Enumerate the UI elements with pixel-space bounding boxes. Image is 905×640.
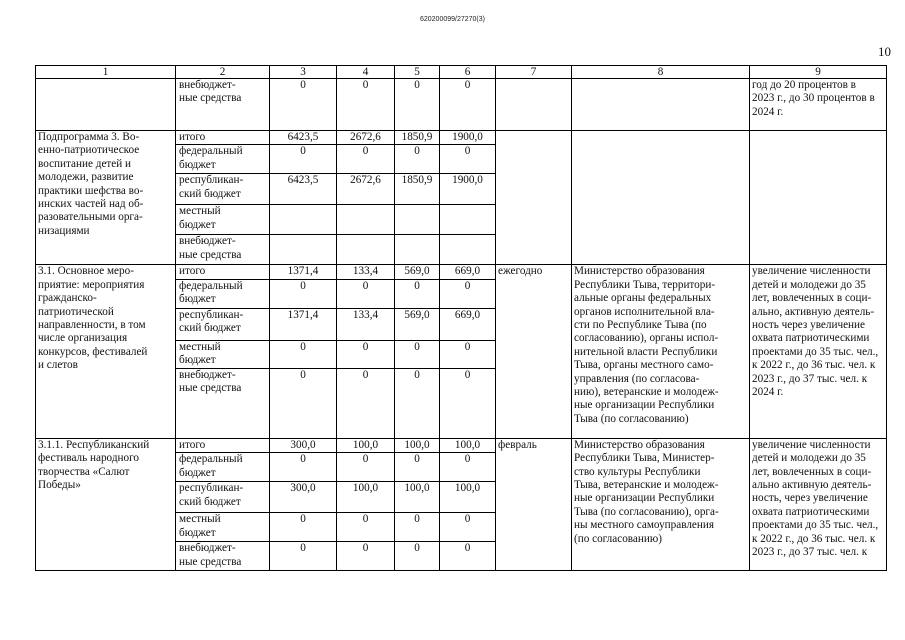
table-row: [36, 79, 887, 131]
amount-total-cell: 0: [270, 542, 337, 571]
funding-source-cell: итого: [176, 131, 270, 145]
period-cell: [496, 79, 572, 131]
column-number: 7: [496, 66, 572, 79]
amount-2023-cell: 0: [395, 145, 440, 174]
column-number: 2: [176, 66, 270, 79]
subprogram-title-cell: Подпрограмма 3. Во- енно-патриотическое воспитание детей и молодежи, развитие практики шефства во- инских частей над об- разовательными орга- низациями: [36, 131, 176, 265]
amount-2024-cell: [440, 205, 496, 235]
amount-total-cell: 1371,4: [270, 308, 337, 340]
amount-total-cell: 6423,5: [270, 131, 337, 145]
column-number: 9: [750, 66, 887, 79]
column-number-row: [36, 66, 887, 79]
amount-2023-cell: 0: [395, 340, 440, 368]
amount-total-cell: 6423,5: [270, 174, 337, 205]
table-row: [36, 131, 887, 145]
amount-2022-cell: 0: [337, 79, 395, 131]
amount-total-cell: 0: [270, 79, 337, 131]
amount-total-cell: 0: [270, 279, 337, 308]
amount-total-cell: 1371,4: [270, 265, 337, 279]
amount-total-cell: [270, 205, 337, 235]
amount-2022-cell: 0: [337, 340, 395, 368]
amount-2022-cell: 0: [337, 453, 395, 482]
table-row: [36, 265, 887, 279]
amount-2022-cell: 100,0: [337, 438, 395, 452]
amount-2022-cell: [337, 205, 395, 235]
executor-cell: Министерство образования Республики Тыва, Министер- ство культуры Республики Тыва, ветеранские и молодеж- ные организации Республики Тыва (по согласованию), орга- ны местного самоуправления (по согласованию): [572, 438, 750, 570]
amount-2023-cell: 100,0: [395, 482, 440, 513]
amount-2023-cell: 569,0: [395, 308, 440, 340]
amount-total-cell: [270, 235, 337, 265]
expected-result-cell: увеличение численности детей и молодежи до 35 лет, вовлеченных в соци- ально активную деятель- ность, через увеличение охвата патриотическими проектами до 35 тыс. чел., к 2022 г., до 36 тыс. чел. к 2023 г., до 37 тыс. чел. к: [750, 438, 887, 570]
amount-2024-cell: [440, 235, 496, 265]
amount-2024-cell: 1900,0: [440, 131, 496, 145]
amount-2023-cell: 0: [395, 279, 440, 308]
amount-2023-cell: 0: [395, 513, 440, 542]
amount-2022-cell: 0: [337, 513, 395, 542]
funding-source-cell: внебюджет- ные средства: [176, 79, 270, 131]
amount-2024-cell: 0: [440, 542, 496, 571]
funding-source-cell: федеральный бюджет: [176, 453, 270, 482]
amount-2022-cell: 0: [337, 368, 395, 438]
amount-total-cell: 0: [270, 368, 337, 438]
funding-source-cell: местный бюджет: [176, 205, 270, 235]
funding-source-cell: республикан- ский бюджет: [176, 174, 270, 205]
amount-total-cell: 0: [270, 145, 337, 174]
activity-title-cell: [36, 79, 176, 131]
activity-title-cell: 3.1.1. Республиканский фестиваль народного творчества «Салют Победы»: [36, 438, 176, 570]
page-number: 10: [878, 44, 891, 59]
amount-2023-cell: 1850,9: [395, 131, 440, 145]
amount-2022-cell: 0: [337, 145, 395, 174]
funding-source-cell: итого: [176, 265, 270, 279]
amount-2022-cell: 2672,6: [337, 174, 395, 205]
amount-2024-cell: 0: [440, 340, 496, 368]
funding-source-cell: внебюджет- ные средства: [176, 368, 270, 438]
amount-2023-cell: 569,0: [395, 265, 440, 279]
column-number: 1: [36, 66, 176, 79]
funding-source-cell: республикан- ский бюджет: [176, 308, 270, 340]
amount-2022-cell: 2672,6: [337, 131, 395, 145]
amount-2024-cell: 0: [440, 145, 496, 174]
amount-total-cell: 300,0: [270, 482, 337, 513]
amount-2022-cell: 100,0: [337, 482, 395, 513]
column-number: 5: [395, 66, 440, 79]
amount-2022-cell: 0: [337, 279, 395, 308]
funding-source-cell: внебюджет- ные средства: [176, 235, 270, 265]
period-cell: [496, 131, 572, 265]
amount-2023-cell: [395, 235, 440, 265]
funding-source-cell: местный бюджет: [176, 513, 270, 542]
funding-source-cell: итого: [176, 438, 270, 452]
amount-2024-cell: 100,0: [440, 482, 496, 513]
funding-source-cell: внебюджет- ные средства: [176, 542, 270, 571]
amount-2024-cell: 0: [440, 453, 496, 482]
amount-2024-cell: 0: [440, 368, 496, 438]
period-cell: ежегодно: [496, 265, 572, 438]
amount-2024-cell: 100,0: [440, 438, 496, 452]
column-number: 8: [572, 66, 750, 79]
amount-total-cell: 0: [270, 513, 337, 542]
amount-2023-cell: 1850,9: [395, 174, 440, 205]
executor-cell: [572, 79, 750, 131]
amount-2024-cell: 1900,0: [440, 174, 496, 205]
amount-2023-cell: 0: [395, 368, 440, 438]
amount-2022-cell: [337, 235, 395, 265]
amount-2023-cell: 0: [395, 453, 440, 482]
amount-total-cell: 0: [270, 340, 337, 368]
executor-cell: Министерство образования Республики Тыва, территори- альные органы федеральных органов исполнительной вла- сти по Республике Тыва (по согласованию), органы испол- нительной власти Республики Тыва, органы местного само- управления (по согласова- нию), ветеранские и молодеж- ные организации Республики Тыва (по согласованию): [572, 265, 750, 438]
amount-2024-cell: 0: [440, 513, 496, 542]
amount-2022-cell: 133,4: [337, 308, 395, 340]
document-number: 620200099/27270(3): [419, 16, 485, 23]
amount-2023-cell: 0: [395, 79, 440, 131]
funding-source-cell: федеральный бюджет: [176, 279, 270, 308]
funding-source-cell: местный бюджет: [176, 340, 270, 368]
amount-2023-cell: 100,0: [395, 438, 440, 452]
amount-2024-cell: 0: [440, 79, 496, 131]
amount-2022-cell: 0: [337, 542, 395, 571]
amount-2024-cell: 669,0: [440, 308, 496, 340]
funding-source-cell: федеральный бюджет: [176, 145, 270, 174]
amount-2023-cell: [395, 205, 440, 235]
amount-total-cell: 0: [270, 453, 337, 482]
amount-2022-cell: 133,4: [337, 265, 395, 279]
amount-2023-cell: 0: [395, 542, 440, 571]
column-number: 4: [337, 66, 395, 79]
column-number: 3: [270, 66, 337, 79]
amount-2024-cell: 0: [440, 279, 496, 308]
expected-result-cell: год до 20 процентов в 2023 г., до 30 процентов в 2024 г.: [750, 79, 887, 131]
executor-cell: [572, 131, 750, 265]
column-number: 6: [440, 66, 496, 79]
program-table: [35, 65, 887, 571]
amount-2024-cell: 669,0: [440, 265, 496, 279]
table-row: [36, 438, 887, 452]
expected-result-cell: увеличение численности детей и молодежи до 35 лет, вовлеченных в соци- ально, активную деятель- ность через увеличение охвата патриотическими проектами до 35 тыс. чел., к 2022 г., до 36 тыс. чел. к 2023 г., до 37 тыс. чел. к 2024 г.: [750, 265, 887, 438]
amount-total-cell: 300,0: [270, 438, 337, 452]
expected-result-cell: [750, 131, 887, 265]
activity-title-cell: 3.1. Основное меро- приятие: мероприятия гражданско- патриотической направленности, в том числе организация конкурсов, фестивалей и слетов: [36, 265, 176, 438]
funding-source-cell: республикан- ский бюджет: [176, 482, 270, 513]
period-cell: февраль: [496, 438, 572, 570]
